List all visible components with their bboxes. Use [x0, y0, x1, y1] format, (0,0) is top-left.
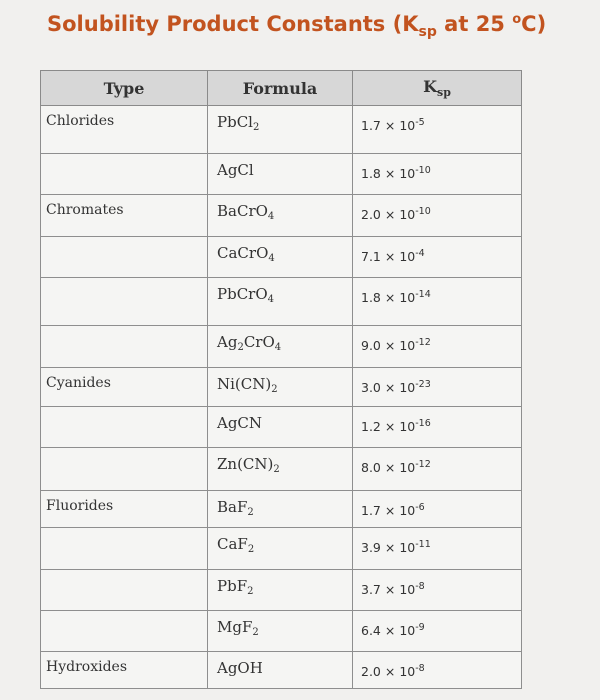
formula-text: Zn(CN): [217, 455, 274, 473]
formula-cell: [208, 652, 353, 689]
formula-text: AgCl: [217, 161, 254, 179]
ksp-base: 10: [399, 582, 416, 597]
times-symbol: ×: [384, 249, 396, 264]
ksp-base: 10: [399, 460, 416, 475]
ksp-base: 10: [399, 290, 416, 305]
formula-subscript: 2: [237, 342, 244, 353]
ksp-cell: [353, 326, 522, 368]
type-cell: Chlorides: [41, 106, 208, 154]
formula-cell: [208, 611, 353, 652]
ksp-exponent: -8: [415, 581, 425, 592]
table-row: [41, 326, 522, 368]
times-symbol: ×: [384, 664, 396, 679]
formula-text: PbCrO: [217, 285, 268, 303]
formula-subscript: 2: [271, 384, 278, 395]
formula-text: Ni(CN): [217, 375, 272, 393]
ksp-base: 10: [399, 623, 416, 638]
formula-text: BaCrO: [217, 202, 268, 220]
formula-cell: [208, 368, 353, 407]
formula-subscript: 2: [247, 544, 255, 555]
formula-cell: [208, 491, 353, 528]
ksp-mantissa: 6.4: [361, 623, 381, 638]
ksp-base: 10: [399, 419, 416, 434]
formula-cell: [208, 195, 353, 237]
table-row: [41, 570, 522, 611]
formula-text: Ag: [217, 333, 238, 351]
formula-text: AgOH: [217, 659, 263, 677]
type-cell: [41, 278, 208, 326]
formula-subscript: 2: [252, 627, 259, 638]
type-cell: [41, 407, 208, 448]
ksp-cell: [353, 448, 522, 491]
ksp-exponent: -5: [415, 117, 425, 128]
formula-text: AgCN: [217, 414, 263, 432]
ksp-cell: [353, 237, 522, 278]
table-row: [41, 611, 522, 652]
ksp-cell: [353, 154, 522, 195]
formula-text: BaF: [217, 498, 248, 516]
type-cell: [41, 611, 208, 652]
ksp-mantissa: 9.0: [361, 338, 381, 353]
table-row: [41, 528, 522, 570]
ksp-base: 10: [399, 540, 416, 555]
formula-text: CaCrO: [217, 244, 269, 262]
ksp-exponent: -10: [415, 206, 431, 217]
ksp-cell: [353, 570, 522, 611]
ksp-mantissa: 3.9: [361, 540, 381, 555]
formula-cell: [208, 528, 353, 570]
table-row: [41, 491, 522, 528]
ksp-mantissa: 1.8: [361, 166, 381, 181]
ksp-base: 10: [399, 503, 416, 518]
ksp-cell: [353, 491, 522, 528]
ksp-base: 10: [399, 118, 416, 133]
table-body: [41, 106, 522, 689]
table-row: [41, 368, 522, 407]
type-cell: Fluorides: [41, 491, 208, 528]
formula-cell: [208, 448, 353, 491]
ksp-table: [40, 70, 522, 689]
formula-cell: [208, 570, 353, 611]
ksp-mantissa: 1.7: [361, 118, 381, 133]
formula-subscript: 4: [274, 342, 282, 353]
times-symbol: ×: [384, 460, 396, 475]
table-row: [41, 407, 522, 448]
formula-subscript: 4: [267, 294, 275, 305]
title-degree-symbol: o: [512, 12, 522, 27]
ksp-exponent: -8: [415, 663, 425, 674]
ksp-base: 10: [399, 664, 416, 679]
type-cell: [41, 154, 208, 195]
type-cell: [41, 570, 208, 611]
ksp-base: 10: [399, 166, 416, 181]
times-symbol: ×: [384, 540, 396, 555]
ksp-exponent: -23: [415, 379, 431, 390]
page-title: [47, 12, 546, 40]
ksp-cell: [353, 652, 522, 689]
header-ksp-sub: sp: [437, 86, 451, 99]
formula-cell: [208, 237, 353, 278]
times-symbol: ×: [384, 207, 396, 222]
ksp-cell: [353, 528, 522, 570]
ksp-cell: [353, 407, 522, 448]
ksp-base: 10: [399, 380, 416, 395]
ksp-exponent: -14: [415, 289, 431, 300]
ksp-exponent: -12: [415, 337, 431, 348]
ksp-cell: [353, 195, 522, 237]
title-text: Solubility Product Constants (K: [47, 12, 419, 36]
formula-cell: [208, 106, 353, 154]
formula-subscript: 4: [268, 253, 275, 264]
ksp-mantissa: 2.0: [361, 664, 381, 679]
ksp-exponent: -10: [415, 165, 431, 176]
formula-subscript: 2: [252, 122, 260, 133]
ksp-base: 10: [399, 338, 416, 353]
type-cell: [41, 237, 208, 278]
type-cell: Chromates: [41, 195, 208, 237]
times-symbol: ×: [384, 166, 396, 181]
formula-text: MgF: [217, 618, 253, 636]
ksp-mantissa: 1.8: [361, 290, 381, 305]
formula-text: CaF: [217, 535, 248, 553]
times-symbol: ×: [384, 623, 396, 638]
table-row: [41, 106, 522, 154]
header-formula: Formula: [208, 71, 353, 106]
formula-subscript: 4: [267, 211, 275, 222]
ksp-mantissa: 2.0: [361, 207, 381, 222]
type-cell: [41, 448, 208, 491]
times-symbol: ×: [384, 582, 396, 597]
title-text-middle: at 25: [436, 12, 513, 36]
ksp-mantissa: 1.2: [361, 419, 381, 434]
ksp-exponent: -12: [415, 459, 431, 470]
times-symbol: ×: [384, 503, 396, 518]
ksp-base: 10: [399, 207, 416, 222]
table-row: [41, 652, 522, 689]
times-symbol: ×: [384, 380, 396, 395]
formula-cell: [208, 326, 353, 368]
ksp-exponent: -11: [415, 539, 431, 550]
table-row: [41, 195, 522, 237]
formula-text: PbF: [217, 577, 248, 595]
table-row: [41, 448, 522, 491]
ksp-cell: [353, 106, 522, 154]
type-cell: [41, 326, 208, 368]
formula-cell: [208, 154, 353, 195]
ksp-mantissa: 3.0: [361, 380, 381, 395]
header-ksp-k: K: [423, 77, 437, 96]
header-ksp: [353, 71, 522, 106]
ksp-exponent: -9: [415, 622, 425, 633]
type-cell: [41, 528, 208, 570]
ksp-cell: [353, 611, 522, 652]
times-symbol: ×: [384, 338, 396, 353]
formula-text: CrO: [243, 333, 275, 351]
title-text-end: C): [521, 12, 547, 36]
ksp-exponent: -4: [415, 248, 425, 259]
formula-cell: [208, 407, 353, 448]
title-subscript: sp: [418, 24, 437, 40]
ksp-mantissa: 3.7: [361, 582, 381, 597]
table-header-row: [41, 71, 522, 106]
ksp-cell: [353, 368, 522, 407]
ksp-mantissa: 8.0: [361, 460, 381, 475]
table-row: [41, 278, 522, 326]
formula-subscript: 2: [273, 464, 280, 475]
times-symbol: ×: [384, 290, 396, 305]
ksp-mantissa: 7.1: [361, 249, 381, 264]
ksp-cell: [353, 278, 522, 326]
table-row: [41, 154, 522, 195]
formula-cell: [208, 278, 353, 326]
header-type: Type: [41, 71, 208, 106]
times-symbol: ×: [384, 419, 396, 434]
formula-subscript: 2: [247, 507, 254, 518]
type-cell: Cyanides: [41, 368, 208, 407]
formula-subscript: 2: [247, 586, 254, 597]
type-cell: Hydroxides: [41, 652, 208, 689]
table-row: [41, 237, 522, 278]
ksp-exponent: -16: [415, 418, 431, 429]
times-symbol: ×: [384, 118, 396, 133]
ksp-exponent: -6: [415, 502, 425, 513]
ksp-base: 10: [399, 249, 416, 264]
ksp-mantissa: 1.7: [361, 503, 381, 518]
formula-text: PbCl: [217, 113, 253, 131]
